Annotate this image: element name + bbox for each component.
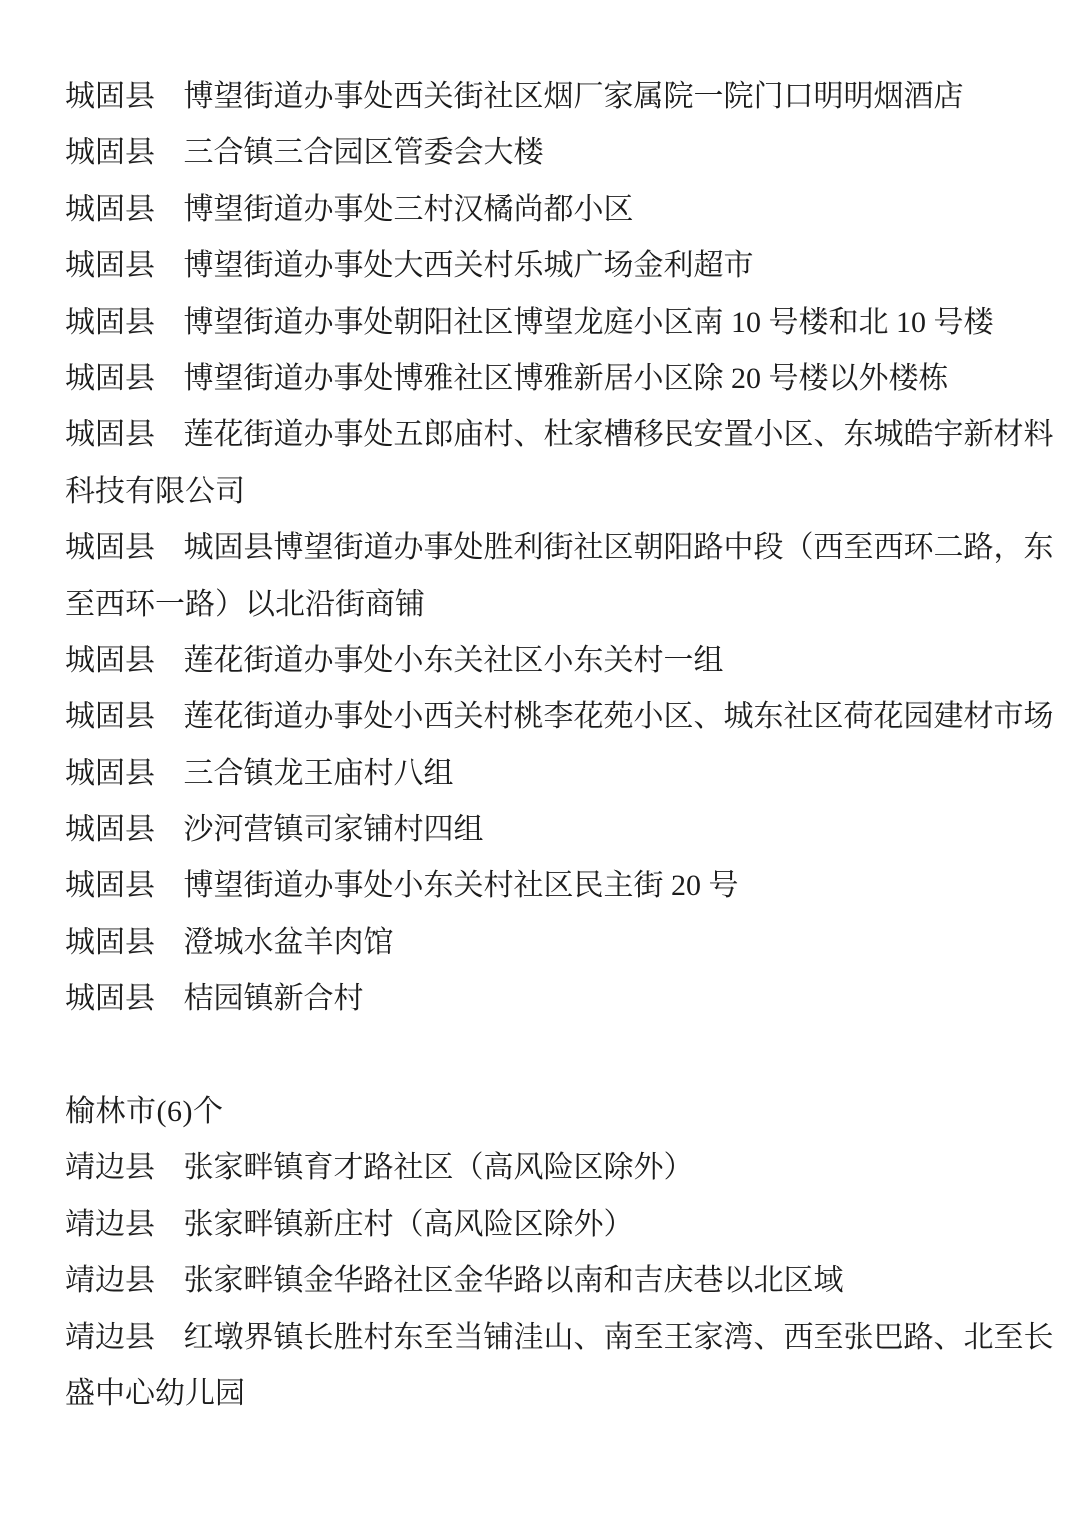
county-label: 城固县 — [65, 925, 155, 959]
county-label: 城固县 — [65, 418, 155, 452]
county-label: 靖边县 — [65, 1207, 155, 1241]
location-text: 博望街道办事处大西关村乐城广场金利超市 — [183, 249, 754, 283]
location-text: 莲花街道办事处小东关社区小东关村一组 — [183, 643, 724, 677]
entry-line — [65, 351, 1062, 407]
entry-line — [65, 577, 1062, 633]
entry-line — [65, 1366, 1062, 1422]
location-text: 三合镇三合园区管委会大楼 — [183, 136, 544, 170]
location-text: 博望街道办事处三村汉橘尚都小区 — [183, 192, 634, 226]
entry-line — [65, 407, 1062, 463]
entry-line — [65, 802, 1062, 858]
entry-line — [65, 1310, 1062, 1366]
section-title: 榆林市(6)个 — [65, 1095, 224, 1129]
risk-area-section — [65, 69, 1062, 1028]
entry-line — [65, 182, 1062, 238]
county-label: 城固县 — [65, 700, 155, 734]
entry-line — [65, 915, 1062, 971]
county-label: 靖边县 — [65, 1264, 155, 1298]
county-label: 城固县 — [65, 361, 155, 395]
location-text: 红墩界镇长胜村东至当铺洼山、南至王家湾、西至张巴路、北至长 — [183, 1320, 1054, 1354]
entry-line — [65, 1140, 1062, 1196]
location-text: 张家畔镇金华路社区金华路以南和吉庆巷以北区域 — [183, 1264, 844, 1298]
county-label: 城固县 — [65, 192, 155, 226]
county-label: 城固县 — [65, 531, 155, 565]
county-label: 城固县 — [65, 136, 155, 170]
location-text: 至西环一路）以北沿街商铺 — [65, 587, 425, 621]
location-text: 莲花街道办事处五郎庙村、杜家槽移民安置小区、东城皓宇新材料 — [183, 418, 1054, 452]
entry-line — [65, 633, 1062, 689]
entry-line — [65, 971, 1062, 1027]
location-text: 博望街道办事处小东关村社区民主街 20 号 — [183, 869, 739, 903]
county-label: 城固县 — [65, 869, 155, 903]
location-text: 博望街道办事处博雅社区博雅新居小区除 20 号楼以外楼栋 — [183, 361, 949, 395]
entry-line — [65, 295, 1062, 351]
entry-line — [65, 858, 1062, 914]
county-label: 城固县 — [65, 249, 155, 283]
county-label: 靖边县 — [65, 1320, 155, 1354]
entry-line — [65, 520, 1062, 576]
entry-line — [65, 1253, 1062, 1309]
location-text: 博望街道办事处西关街社区烟厂家属院一院门口明明烟酒店 — [183, 80, 964, 113]
county-label: 靖边县 — [65, 1151, 155, 1185]
entry-line — [65, 464, 1062, 520]
section-entries — [65, 69, 1062, 1028]
location-text: 沙河营镇司家铺村四组 — [183, 813, 484, 847]
entry-line — [65, 1197, 1062, 1253]
county-label: 城固县 — [65, 305, 155, 339]
location-text: 桔园镇新合村 — [183, 982, 364, 1016]
county-label: 城固县 — [65, 643, 155, 677]
entry-line — [65, 689, 1062, 745]
entry-line — [65, 238, 1062, 294]
location-text: 博望街道办事处朝阳社区博望龙庭小区南 10 号楼和北 10 号楼 — [183, 305, 994, 339]
location-text: 张家畔镇育才路社区（高风险区除外） — [183, 1151, 694, 1185]
county-label: 城固县 — [65, 756, 155, 790]
risk-area-section — [65, 1084, 1062, 1422]
entry-line — [65, 69, 1062, 125]
county-label: 城固县 — [65, 813, 155, 847]
location-text: 澄城水盆羊肉馆 — [183, 925, 394, 959]
county-label: 城固县 — [65, 80, 155, 113]
location-text: 张家畔镇新庄村（高风险区除外） — [183, 1207, 634, 1241]
location-text: 城固县博望街道办事处胜利街社区朝阳路中段（西至西环二路，东 — [183, 531, 1054, 565]
location-text: 三合镇龙王庙村八组 — [183, 756, 454, 790]
entry-line — [65, 125, 1062, 181]
location-text: 科技有限公司 — [65, 474, 245, 508]
location-text: 盛中心幼儿园 — [65, 1376, 245, 1410]
section-entries — [65, 1140, 1062, 1422]
county-label: 城固县 — [65, 982, 155, 1016]
location-text: 莲花街道办事处小西关村桃李花苑小区、城东社区荷花园建材市场 — [183, 700, 1054, 734]
entry-line — [65, 746, 1062, 802]
